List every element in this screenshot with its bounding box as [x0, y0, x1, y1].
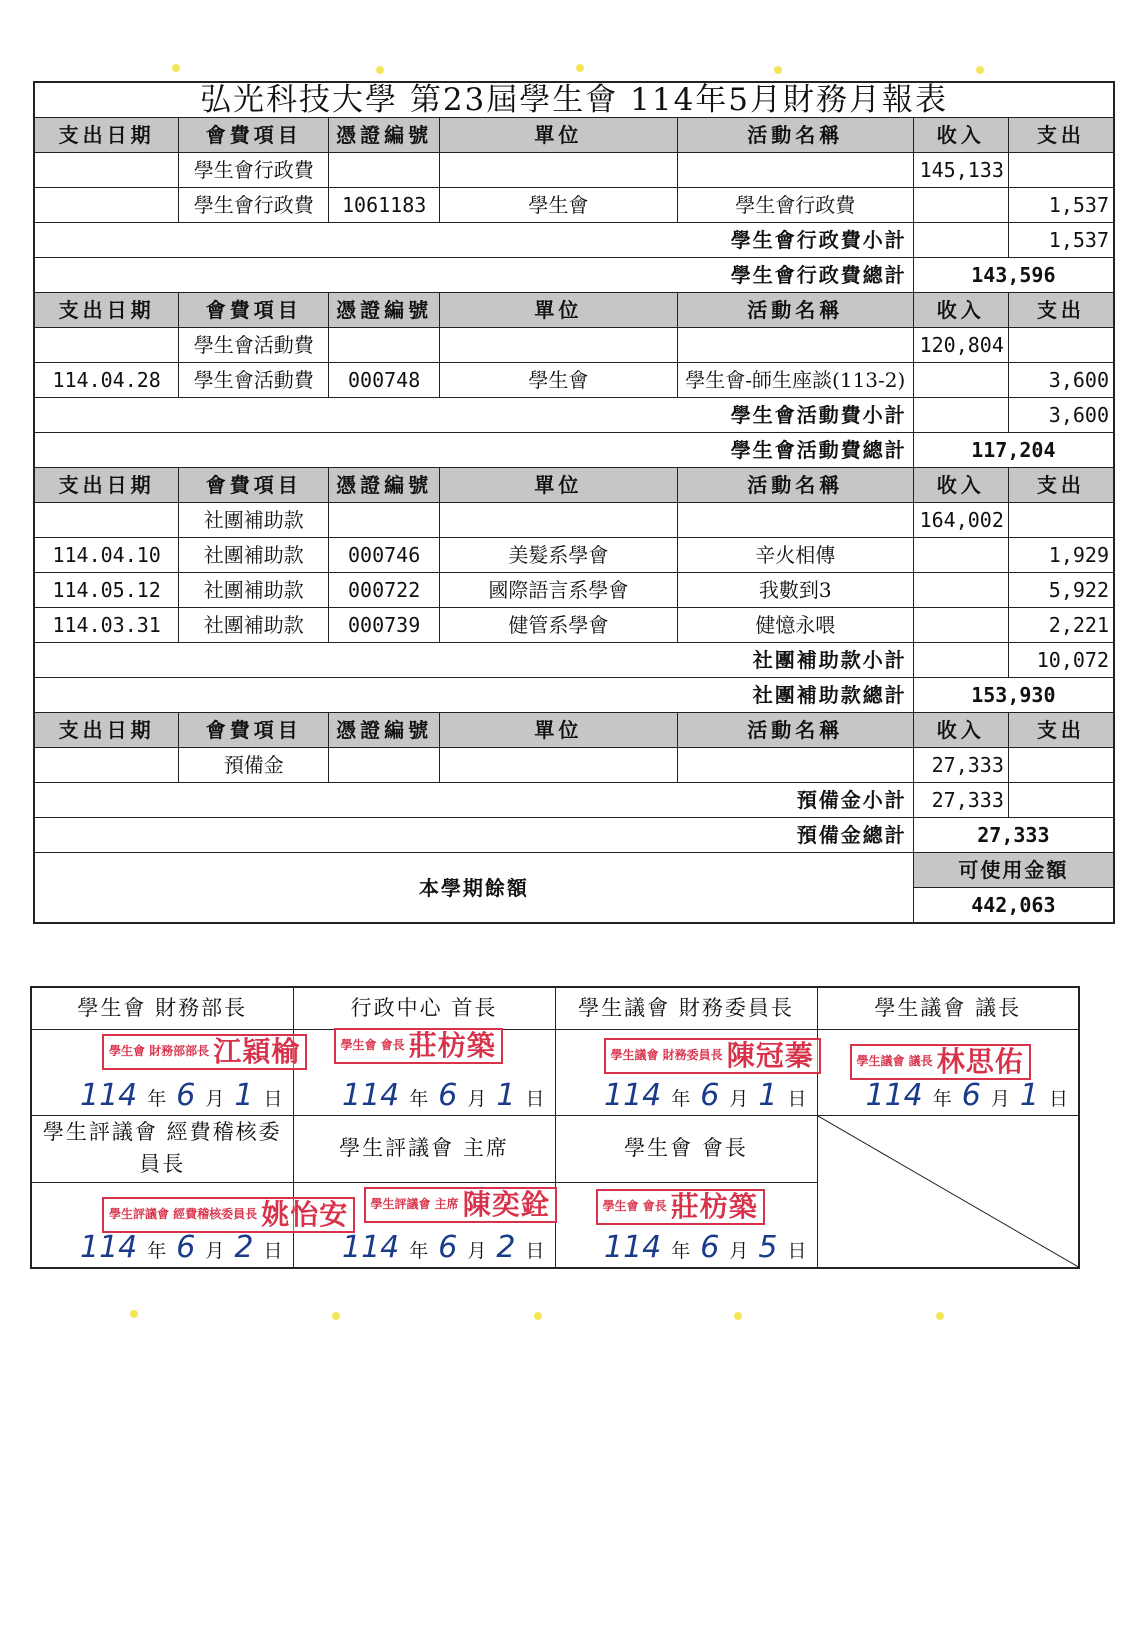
semester-balance-label: 本學期餘額	[34, 853, 913, 924]
scan-speck	[534, 1312, 542, 1320]
day-label: 日	[525, 1087, 545, 1110]
day-label: 日	[263, 1239, 283, 1262]
income: 120,804	[913, 328, 1008, 363]
income: 27,333	[913, 748, 1008, 783]
signer-title: 學生議會 議長	[817, 987, 1079, 1029]
report-title: 弘光科技大學 第23屆學生會 114年5月財務月報表	[34, 82, 1114, 118]
signature-table	[30, 986, 1080, 1269]
empty-cell	[913, 223, 1008, 258]
total-value: 117,204	[913, 433, 1114, 468]
signature-cell	[293, 1029, 555, 1115]
column-header: 收入	[913, 293, 1008, 328]
column-header: 單位	[439, 118, 677, 153]
available-amount-label: 可使用金額	[913, 853, 1114, 888]
fee-item: 預備金	[179, 748, 329, 783]
date-day: 2	[234, 1229, 254, 1265]
expense-date	[34, 188, 179, 223]
subtotal-row	[34, 783, 1114, 818]
column-header-row	[34, 293, 1114, 328]
expense: 2,221	[1008, 608, 1114, 643]
expense: 1,929	[1008, 538, 1114, 573]
available-amount-value: 442,063	[913, 888, 1114, 924]
expense-date: 114.05.12	[34, 573, 179, 608]
expense-date	[34, 748, 179, 783]
date-month: 6	[961, 1077, 981, 1113]
stamp-title: 學生會 會長	[602, 1199, 667, 1214]
expense	[1008, 153, 1114, 188]
date-month: 6	[176, 1229, 196, 1265]
voucher-number: 000739	[329, 608, 440, 643]
empty-cell	[913, 643, 1008, 678]
day-label: 日	[787, 1087, 807, 1110]
fee-item: 社團補助款	[179, 608, 329, 643]
total-value: 153,930	[913, 678, 1114, 713]
total-row	[34, 433, 1114, 468]
sign-date	[556, 1077, 817, 1113]
sign-date	[294, 1077, 555, 1113]
scan-speck	[576, 64, 584, 72]
signature-stamp	[334, 1028, 503, 1064]
year-label: 年	[932, 1087, 952, 1110]
sign-date	[818, 1077, 1079, 1113]
scan-speck	[734, 1312, 742, 1320]
subtotal-row	[34, 643, 1114, 678]
fee-item: 社團補助款	[179, 503, 329, 538]
sign-date	[294, 1229, 555, 1265]
date-year: 114	[80, 1229, 138, 1265]
fee-item: 社團補助款	[179, 573, 329, 608]
sign-date	[32, 1229, 293, 1265]
stamp-name: 陳冠蓁	[726, 1038, 814, 1072]
date-month: 6	[176, 1077, 196, 1113]
unit: 美髮系學會	[439, 538, 677, 573]
total-label: 學生會行政費總計	[34, 258, 913, 293]
stamp-name: 莊枋築	[408, 1028, 496, 1062]
voucher-number	[329, 748, 440, 783]
stamp-title: 學生會 財務部部長	[109, 1044, 210, 1059]
voucher-number	[329, 153, 440, 188]
signature-cell	[817, 1029, 1079, 1115]
expense: 1,537	[1008, 188, 1114, 223]
unit: 學生會	[439, 188, 677, 223]
year-label: 年	[409, 1087, 429, 1110]
total-value: 143,596	[913, 258, 1114, 293]
fee-item: 學生會活動費	[179, 328, 329, 363]
column-header-row	[34, 713, 1114, 748]
year-label: 年	[147, 1239, 167, 1262]
expense-date	[34, 328, 179, 363]
activity-name	[677, 328, 913, 363]
income	[913, 538, 1008, 573]
month-label: 月	[990, 1087, 1010, 1110]
column-header: 活動名稱	[677, 118, 913, 153]
column-header: 支出日期	[34, 293, 179, 328]
expense-date: 114.04.28	[34, 363, 179, 398]
date-day: 2	[496, 1229, 516, 1265]
table-row	[34, 328, 1114, 363]
activity-name	[677, 503, 913, 538]
date-year: 114	[604, 1077, 662, 1113]
date-day: 1	[1019, 1077, 1039, 1113]
stamp-name: 莊枋築	[670, 1189, 758, 1223]
fee-item: 學生會活動費	[179, 363, 329, 398]
total-value: 27,333	[913, 818, 1114, 853]
activity-name: 我數到3	[677, 573, 913, 608]
voucher-number: 000722	[329, 573, 440, 608]
stamp-title: 學生會 會長	[340, 1038, 405, 1053]
unit	[439, 153, 677, 188]
column-header: 活動名稱	[677, 713, 913, 748]
table-row	[34, 153, 1114, 188]
month-label: 月	[205, 1087, 225, 1110]
date-year: 114	[342, 1229, 400, 1265]
subtotal-value: 1,537	[1008, 223, 1114, 258]
income: 145,133	[913, 153, 1008, 188]
column-header: 會費項目	[179, 118, 329, 153]
year-label: 年	[409, 1239, 429, 1262]
activity-name: 學生會行政費	[677, 188, 913, 223]
stamp-title: 學生議會 議長	[856, 1054, 933, 1069]
signer-title: 學生會 會長	[555, 1115, 817, 1182]
scan-speck	[936, 1312, 944, 1320]
subtotal-row	[34, 223, 1114, 258]
column-header: 會費項目	[179, 468, 329, 503]
stamp-title: 學生評議會 主席	[370, 1197, 459, 1212]
expense	[1008, 328, 1114, 363]
unit	[439, 328, 677, 363]
column-header: 收入	[913, 713, 1008, 748]
year-label: 年	[671, 1239, 691, 1262]
date-day: 1	[234, 1077, 254, 1113]
date-year: 114	[80, 1077, 138, 1113]
subtotal-row	[34, 398, 1114, 433]
date-day: 1	[758, 1077, 778, 1113]
signature-cell	[31, 1029, 301, 1115]
sign-date	[556, 1229, 817, 1265]
scan-speck	[976, 66, 984, 74]
column-header: 支出	[1008, 293, 1114, 328]
voucher-number: 000748	[329, 363, 440, 398]
column-header: 會費項目	[179, 713, 329, 748]
subtotal-label: 學生會行政費小計	[34, 223, 913, 258]
column-header: 支出	[1008, 468, 1114, 503]
column-header: 憑證編號	[329, 293, 440, 328]
column-header: 憑證編號	[329, 713, 440, 748]
table-row	[34, 188, 1114, 223]
day-label: 日	[787, 1239, 807, 1262]
fee-item: 學生會行政費	[179, 188, 329, 223]
diagonal-line	[818, 1116, 1079, 1267]
subtotal-value: 3,600	[1008, 398, 1114, 433]
empty-diagonal-cell	[817, 1115, 1079, 1268]
empty-cell	[913, 398, 1008, 433]
total-label: 社團補助款總計	[34, 678, 913, 713]
column-header: 收入	[913, 468, 1008, 503]
balance-row	[34, 853, 1114, 888]
signature-cell	[31, 1182, 349, 1268]
table-row	[34, 748, 1114, 783]
expense-date	[34, 503, 179, 538]
total-label: 預備金總計	[34, 818, 913, 853]
signature-stamp	[364, 1187, 557, 1223]
date-day: 1	[496, 1077, 516, 1113]
stamp-name: 陳奕銓	[462, 1187, 550, 1221]
voucher-number: 000746	[329, 538, 440, 573]
column-header: 支出	[1008, 713, 1114, 748]
unit: 學生會	[439, 363, 677, 398]
voucher-number	[329, 328, 440, 363]
sign-date	[32, 1077, 293, 1113]
signature-stamp	[596, 1189, 765, 1225]
signer-title: 學生評議會 主席	[293, 1115, 555, 1182]
total-row	[34, 678, 1114, 713]
month-label: 月	[729, 1087, 749, 1110]
column-header: 單位	[439, 713, 677, 748]
column-header-row	[34, 118, 1114, 153]
signature-stamp	[102, 1034, 307, 1070]
date-day: 5	[758, 1229, 778, 1265]
date-month: 6	[438, 1077, 458, 1113]
date-year: 114	[342, 1077, 400, 1113]
expense	[1008, 503, 1114, 538]
fee-item: 社團補助款	[179, 538, 329, 573]
stamp-name: 姚怡安	[261, 1197, 349, 1231]
day-label: 日	[263, 1087, 283, 1110]
column-header: 單位	[439, 468, 677, 503]
date-month: 6	[700, 1229, 720, 1265]
year-label: 年	[147, 1087, 167, 1110]
stamp-name: 江穎榆	[213, 1034, 301, 1068]
signature-cell	[293, 1182, 555, 1268]
income: 164,002	[913, 503, 1008, 538]
column-header-row	[34, 468, 1114, 503]
activity-name	[677, 748, 913, 783]
column-header: 支出日期	[34, 713, 179, 748]
empty-cell	[1008, 783, 1114, 818]
subtotal-label: 預備金小計	[34, 783, 913, 818]
subtotal-value: 10,072	[1008, 643, 1114, 678]
month-label: 月	[467, 1239, 487, 1262]
table-row	[34, 538, 1114, 573]
voucher-number: 1061183	[329, 188, 440, 223]
scan-speck	[376, 66, 384, 74]
activity-name: 健憶永喂	[677, 608, 913, 643]
table-row	[34, 363, 1114, 398]
column-header: 收入	[913, 118, 1008, 153]
total-label: 學生會活動費總計	[34, 433, 913, 468]
expense	[1008, 748, 1114, 783]
column-header: 憑證編號	[329, 118, 440, 153]
income	[913, 188, 1008, 223]
month-label: 月	[467, 1087, 487, 1110]
voucher-number	[329, 503, 440, 538]
unit: 國際語言系學會	[439, 573, 677, 608]
signature-cell	[555, 1029, 817, 1115]
year-label: 年	[671, 1087, 691, 1110]
column-header: 單位	[439, 293, 677, 328]
stamp-title: 學生議會 財務委員長	[610, 1048, 723, 1063]
table-row	[34, 608, 1114, 643]
column-header: 會費項目	[179, 293, 329, 328]
income	[913, 573, 1008, 608]
column-header: 支出日期	[34, 118, 179, 153]
total-row	[34, 818, 1114, 853]
month-label: 月	[729, 1239, 749, 1262]
total-row	[34, 258, 1114, 293]
activity-name: 學生會-師生座談(113-2)	[677, 363, 913, 398]
expense: 3,600	[1008, 363, 1114, 398]
column-header: 活動名稱	[677, 468, 913, 503]
column-header: 憑證編號	[329, 468, 440, 503]
expense-date	[34, 153, 179, 188]
signature-stamp	[604, 1038, 821, 1074]
unit	[439, 503, 677, 538]
income	[913, 608, 1008, 643]
finance-report-table	[33, 81, 1115, 924]
day-label: 日	[1048, 1087, 1068, 1110]
unit	[439, 748, 677, 783]
date-month: 6	[700, 1077, 720, 1113]
unit: 健管系學會	[439, 608, 677, 643]
table-row	[34, 503, 1114, 538]
scan-speck	[130, 1310, 138, 1318]
signer-title: 學生會 財務部長	[31, 987, 293, 1029]
column-header: 支出日期	[34, 468, 179, 503]
expense-date: 114.03.31	[34, 608, 179, 643]
stamp-title: 學生評議會 經費稽核委員長	[109, 1207, 258, 1222]
date-year: 114	[865, 1077, 923, 1113]
month-label: 月	[205, 1239, 225, 1262]
signature-cell	[555, 1182, 817, 1268]
table-row	[34, 573, 1114, 608]
subtotal-label: 社團補助款小計	[34, 643, 913, 678]
subtotal-label: 學生會活動費小計	[34, 398, 913, 433]
activity-name: 辛火相傳	[677, 538, 913, 573]
subtotal-value: 27,333	[913, 783, 1008, 818]
column-header: 支出	[1008, 118, 1114, 153]
signer-title: 行政中心 首長	[293, 987, 555, 1029]
date-year: 114	[604, 1229, 662, 1265]
stamp-name: 林思佑	[936, 1044, 1024, 1078]
date-month: 6	[438, 1229, 458, 1265]
signature-stamp	[850, 1044, 1031, 1080]
income	[913, 363, 1008, 398]
scan-speck	[172, 64, 180, 72]
activity-name	[677, 153, 913, 188]
scan-speck	[332, 1312, 340, 1320]
expense: 5,922	[1008, 573, 1114, 608]
column-header: 活動名稱	[677, 293, 913, 328]
fee-item: 學生會行政費	[179, 153, 329, 188]
scan-speck	[774, 66, 782, 74]
signer-title: 學生議會 財務委員長	[555, 987, 817, 1029]
expense-date: 114.04.10	[34, 538, 179, 573]
signer-title: 學生評議會 經費稽核委員長	[31, 1115, 293, 1182]
day-label: 日	[525, 1239, 545, 1262]
